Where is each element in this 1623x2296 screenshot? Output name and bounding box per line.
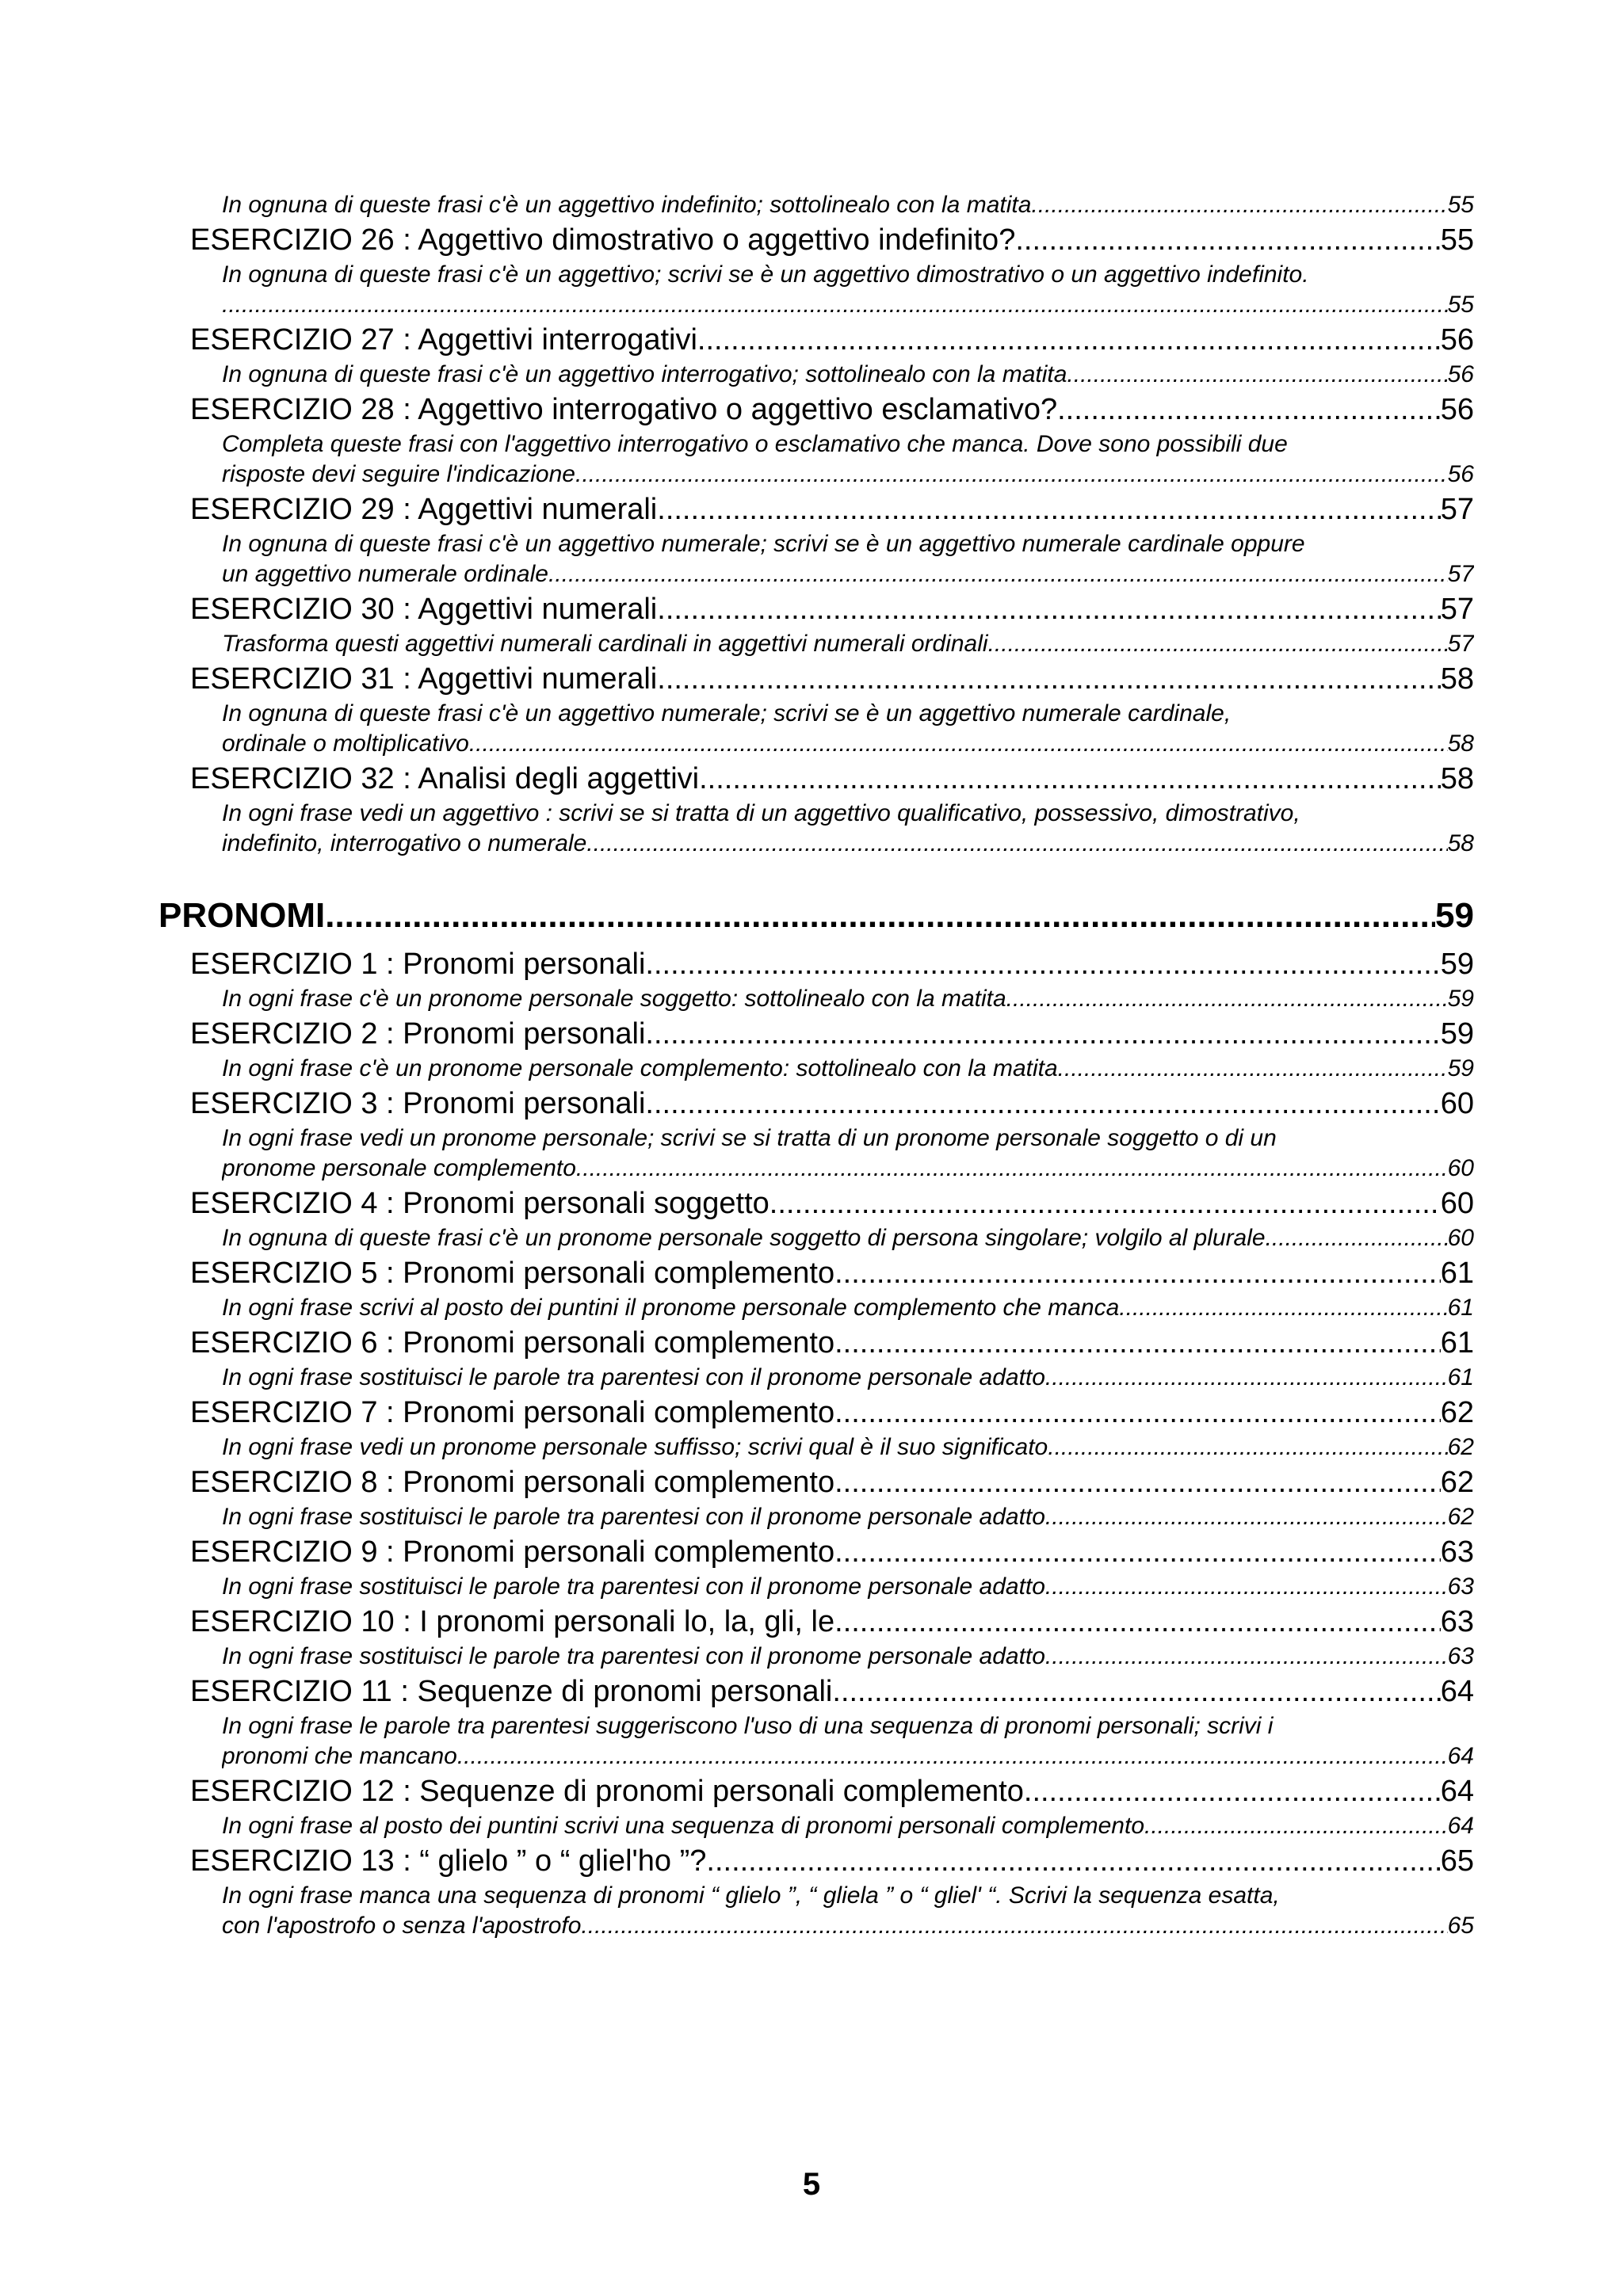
toc-exercise-entry[interactable] xyxy=(190,1253,1474,1293)
exercise-group-aggettivi xyxy=(158,220,1474,859)
dot-leader xyxy=(1057,390,1441,429)
toc-description-line: In ogni frase vedi un pronome personale suffisso; scrivi qual è il suo significato. ..... 62 xyxy=(222,1432,1474,1463)
exercise-title: ESERCIZIO 11 : Sequenze di pronomi personali. xyxy=(190,1675,841,1708)
toc-description-line: In ognuna di queste frasi c'è un pronome personale soggetto di persona singolare; volgilo al plurale. ..... 60 xyxy=(222,1223,1474,1253)
dot-leader xyxy=(222,290,1448,320)
dot-leader xyxy=(777,1184,1440,1223)
toc-exercise-entry[interactable] xyxy=(190,659,1474,699)
dot-leader xyxy=(843,1253,1441,1293)
page-ref: 57 xyxy=(1447,631,1474,657)
dot-leader xyxy=(582,460,1447,490)
section-page-ref: 59 xyxy=(1435,896,1474,935)
exercise-title: ESERCIZIO 26 : Aggettivo dimostrativo o aggettivo indefinito? xyxy=(190,223,1016,257)
dot-leader xyxy=(594,829,1448,859)
toc-exercise-entry[interactable] xyxy=(190,1602,1474,1642)
dot-leader xyxy=(1015,220,1440,260)
dot-leader xyxy=(843,1532,1441,1572)
page-ref: 59 xyxy=(1440,948,1474,981)
page-ref: 55 xyxy=(1440,223,1474,257)
toc-exercise-entry[interactable] xyxy=(190,944,1474,984)
toc-description-line: In ogni frase sostituisci le parole tra parentesi con il pronome personale adatto. ..... 63 xyxy=(222,1572,1474,1602)
exercise-title: ESERCIZIO 8 : Pronomi personali complemento. xyxy=(190,1466,843,1499)
dot-leader xyxy=(1272,1223,1448,1253)
dot-leader xyxy=(464,1741,1447,1772)
dot-leader xyxy=(666,589,1441,629)
page-ref: 57 xyxy=(1440,593,1474,626)
page-ref: 65 xyxy=(1447,1913,1474,1939)
dot-leader xyxy=(1064,1054,1448,1084)
toc-description-line: In ogni frase c'è un pronome personale complemento: sottolinealo con la matita. ..... 59 xyxy=(222,1054,1474,1084)
dot-leader xyxy=(475,729,1447,759)
page-ref: 65 xyxy=(1440,1844,1474,1878)
exercise-title: ESERCIZIO 13 : “ glielo ” o “ gliel'ho ”? xyxy=(190,1844,707,1878)
dot-leader xyxy=(1055,1432,1448,1463)
toc-description-line: risposte devi seguire l'indicazione. ..... 56 xyxy=(222,460,1474,490)
toc-exercise-entry[interactable] xyxy=(190,1184,1474,1223)
dot-leader xyxy=(325,892,1435,940)
toc-exercise-entry[interactable] xyxy=(190,1014,1474,1054)
dot-leader xyxy=(841,1672,1441,1711)
dot-leader xyxy=(588,1911,1448,1941)
page-ref: 59 xyxy=(1447,1055,1474,1081)
page-ref: 62 xyxy=(1440,1396,1474,1429)
toc-description-line: In ogni frase vedi un pronome personale; scrivi se si tratta di un pronome personale soggetto o di un xyxy=(222,1125,1277,1151)
exercise-title: ESERCIZIO 1 : Pronomi personali. xyxy=(190,948,654,981)
dot-leader xyxy=(708,759,1441,799)
dot-leader xyxy=(843,1323,1441,1363)
page-ref: 60 xyxy=(1440,1087,1474,1120)
toc-description-line: pronome personale complemento. ..... 60 xyxy=(222,1154,1474,1184)
dot-leader xyxy=(843,1463,1441,1502)
page-ref: 61 xyxy=(1440,1326,1474,1360)
toc-description-line: un aggettivo numerale ordinale. ..... 57 xyxy=(222,559,1474,589)
toc-description-line: In ognuna di queste frasi c'è un aggettivo; scrivi se è un aggettivo dimostrativo o un aggettivo indefinito. xyxy=(222,261,1309,288)
page-ref: 56 xyxy=(1440,393,1474,426)
dot-leader xyxy=(1052,1642,1447,1672)
toc-exercise-entry[interactable] xyxy=(190,1532,1474,1572)
toc-exercise-entry[interactable] xyxy=(190,1084,1474,1123)
toc-description-line: indefinito, interrogativo o numerale. ..... 58 xyxy=(222,829,1474,859)
toc-description-line: In ogni frase sostituisci le parole tra parentesi con il pronome personale adatto. ..... 61 xyxy=(222,1363,1474,1393)
toc-description-line: In ogni frase sostituisci le parole tra parentesi con il pronome personale adatto. ..... 63 xyxy=(222,1642,1474,1672)
dot-leader xyxy=(843,1602,1441,1642)
dot-leader xyxy=(582,1154,1447,1184)
dot-leader xyxy=(843,1393,1441,1432)
dot-leader xyxy=(555,559,1447,589)
toc-exercise-entry[interactable] xyxy=(190,1772,1474,1811)
dot-leader xyxy=(666,659,1441,699)
toc-exercise-entry[interactable] xyxy=(190,1672,1474,1711)
dot-leader xyxy=(1151,1811,1447,1841)
page-ref: 56 xyxy=(1440,323,1474,357)
toc-description-line: In ogni frase scrivi al posto dei puntini il pronome personale complemento che manca ..... 61 xyxy=(222,1293,1474,1323)
dot-leader xyxy=(1032,1772,1440,1811)
toc-description-line: In ogni frase vedi un aggettivo : scrivi se si tratta di un aggettivo qualificativo, possessivo, dimostrativo, xyxy=(222,800,1300,826)
page-ref: 62 xyxy=(1447,1434,1474,1460)
toc-exercise-entry[interactable] xyxy=(190,1393,1474,1432)
page-ref: 58 xyxy=(1447,830,1474,856)
page-ref: 62 xyxy=(1440,1466,1474,1499)
page-ref: 63 xyxy=(1440,1535,1474,1569)
toc-exercise-entry[interactable] xyxy=(190,589,1474,629)
table-of-contents xyxy=(158,190,1474,1941)
page-ref: 56 xyxy=(1447,461,1474,487)
toc-description-line: In ognuna di queste frasi c'è un aggettivo numerale; scrivi se è un aggettivo numerale cardinale oppure xyxy=(222,531,1305,557)
dot-leader xyxy=(706,320,1441,360)
dot-leader xyxy=(654,1084,1441,1123)
toc-exercise-entry[interactable] xyxy=(190,1323,1474,1363)
page-ref: 62 xyxy=(1447,1504,1474,1530)
page-ref: 59 xyxy=(1440,1017,1474,1051)
exercise-title: ESERCIZIO 3 : Pronomi personali. xyxy=(190,1087,654,1120)
toc-description-line: In ognuna di queste frasi c'è un aggettivo numerale; scrivi se è un aggettivo numerale cardinale, xyxy=(222,700,1232,727)
page-ref: 58 xyxy=(1447,730,1474,757)
page-ref: 60 xyxy=(1440,1187,1474,1220)
exercise-title: ESERCIZIO 31 : Aggettivi numerali. xyxy=(190,662,666,696)
exercise-title: ESERCIZIO 4 : Pronomi personali soggetto. xyxy=(190,1187,778,1220)
toc-description-line xyxy=(222,290,1474,320)
page-ref: 60 xyxy=(1447,1155,1474,1181)
dot-leader xyxy=(1119,1293,1447,1323)
page-ref: 57 xyxy=(1447,561,1474,587)
page-ref: 64 xyxy=(1447,1813,1474,1839)
page-ref: 61 xyxy=(1440,1257,1474,1290)
toc-exercise-entry[interactable] xyxy=(190,1841,1474,1881)
toc-exercise-entry[interactable] xyxy=(190,759,1474,799)
exercise-title: ESERCIZIO 5 : Pronomi personali complemento. xyxy=(190,1257,843,1290)
toc-description-line: In ognuna di queste frasi c'è un aggettivo interrogativo; sottolinealo con la matita. ..... 56 xyxy=(222,360,1474,390)
exercise-title: ESERCIZIO 2 : Pronomi personali. xyxy=(190,1017,654,1051)
dot-leader xyxy=(1038,190,1448,220)
section-title: PRONOMI xyxy=(158,896,326,935)
toc-exercise-entry[interactable] xyxy=(190,320,1474,360)
exercise-title: ESERCIZIO 7 : Pronomi personali complemento. xyxy=(190,1396,843,1429)
dot-leader xyxy=(654,944,1441,984)
page-ref: 64 xyxy=(1440,1775,1474,1808)
toc-description-line: In ogni frase sostituisci le parole tra parentesi con il pronome personale adatto. ..... 62 xyxy=(222,1502,1474,1532)
exercise-title: ESERCIZIO 27 : Aggettivi interrogativi. xyxy=(190,323,706,357)
dot-leader xyxy=(666,490,1441,529)
dot-leader xyxy=(654,1014,1441,1054)
dot-leader xyxy=(706,1841,1440,1881)
page-ref: 55 xyxy=(1447,292,1474,318)
page-ref: 58 xyxy=(1440,762,1474,795)
page-ref: 58 xyxy=(1440,662,1474,696)
dot-leader xyxy=(1013,984,1448,1014)
page-ref: 61 xyxy=(1447,1295,1474,1321)
dot-leader xyxy=(995,629,1448,659)
exercise-group-pronomi xyxy=(158,944,1474,1941)
toc-exercise-entry[interactable] xyxy=(190,490,1474,529)
toc-description-line: Completa queste frasi con l'aggettivo interrogativo o esclamativo che manca. Dove sono possibili due xyxy=(222,431,1288,457)
toc-exercise-entry[interactable] xyxy=(190,1463,1474,1502)
toc-description-line: In ogni frase al posto dei puntini scrivi una sequenza di pronomi personali complemento. ..... 64 xyxy=(222,1811,1474,1841)
page-ref: 63 xyxy=(1447,1643,1474,1669)
exercise-title: ESERCIZIO 29 : Aggettivi numerali. xyxy=(190,493,666,526)
exercise-title: ESERCIZIO 12 : Sequenze di pronomi personali complemento. xyxy=(190,1775,1033,1808)
toc-description-line: ordinale o moltiplicativo. ..... 58 xyxy=(222,729,1474,759)
page-ref: 59 xyxy=(1447,986,1474,1012)
section-heading[interactable] xyxy=(158,892,1474,940)
dot-leader xyxy=(1052,1363,1447,1393)
page-number: 5 xyxy=(802,2167,821,2202)
toc-exercise-entry[interactable] xyxy=(190,220,1474,260)
page-ref: 64 xyxy=(1440,1675,1474,1708)
exercise-title: ESERCIZIO 32 : Analisi degli aggettivi. xyxy=(190,762,708,795)
toc-description-line: con l'apostrofo o senza l'apostrofo. ..... 65 xyxy=(222,1911,1474,1941)
exercise-title: ESERCIZIO 6 : Pronomi personali complemento. xyxy=(190,1326,843,1360)
exercise-title: ESERCIZIO 28 : Aggettivo interrogativo o aggettivo esclamativo? xyxy=(190,393,1058,426)
toc-description-line: In ogni frase c'è un pronome personale soggetto: sottolinealo con la matita. ..... 59 xyxy=(222,984,1474,1014)
toc-exercise-entry[interactable] xyxy=(190,390,1474,429)
exercise-title: ESERCIZIO 9 : Pronomi personali complemento. xyxy=(190,1535,843,1569)
toc-description-line: Trasforma questi aggettivi numerali cardinali in aggettivi numerali ordinali. ..... 57 xyxy=(222,629,1474,659)
page-ref: 61 xyxy=(1447,1364,1474,1390)
page-ref: 63 xyxy=(1447,1573,1474,1600)
toc-description-line: In ogni frase manca una sequenza di pronomi “ glielo ”, “ gliela ” o “ gliel' “. Scrivi la sequenza esatta, xyxy=(222,1882,1280,1909)
page-ref: 63 xyxy=(1440,1605,1474,1638)
page-ref: 56 xyxy=(1447,361,1474,387)
dot-leader xyxy=(1074,360,1448,390)
dot-leader xyxy=(1052,1502,1447,1532)
dot-leader xyxy=(1052,1572,1447,1602)
toc-description-line: pronomi che mancano. ..... 64 xyxy=(222,1741,1474,1772)
exercise-title: ESERCIZIO 10 : I pronomi personali lo, la, gli, le. xyxy=(190,1605,843,1638)
page-ref: 60 xyxy=(1447,1225,1474,1251)
toc-description-line: In ogni frase le parole tra parentesi suggeriscono l'uso di una sequenza di pronomi personali; scrivi i xyxy=(222,1713,1274,1739)
exercise-title: ESERCIZIO 30 : Aggettivi numerali. xyxy=(190,593,666,626)
page-ref: 57 xyxy=(1440,493,1474,526)
page-ref: 64 xyxy=(1447,1743,1474,1769)
toc-description-line: In ognuna di queste frasi c'è un aggettivo indefinito; sottolinealo con la matita. ..... 55 xyxy=(222,190,1474,220)
page-ref: 55 xyxy=(1447,192,1474,218)
